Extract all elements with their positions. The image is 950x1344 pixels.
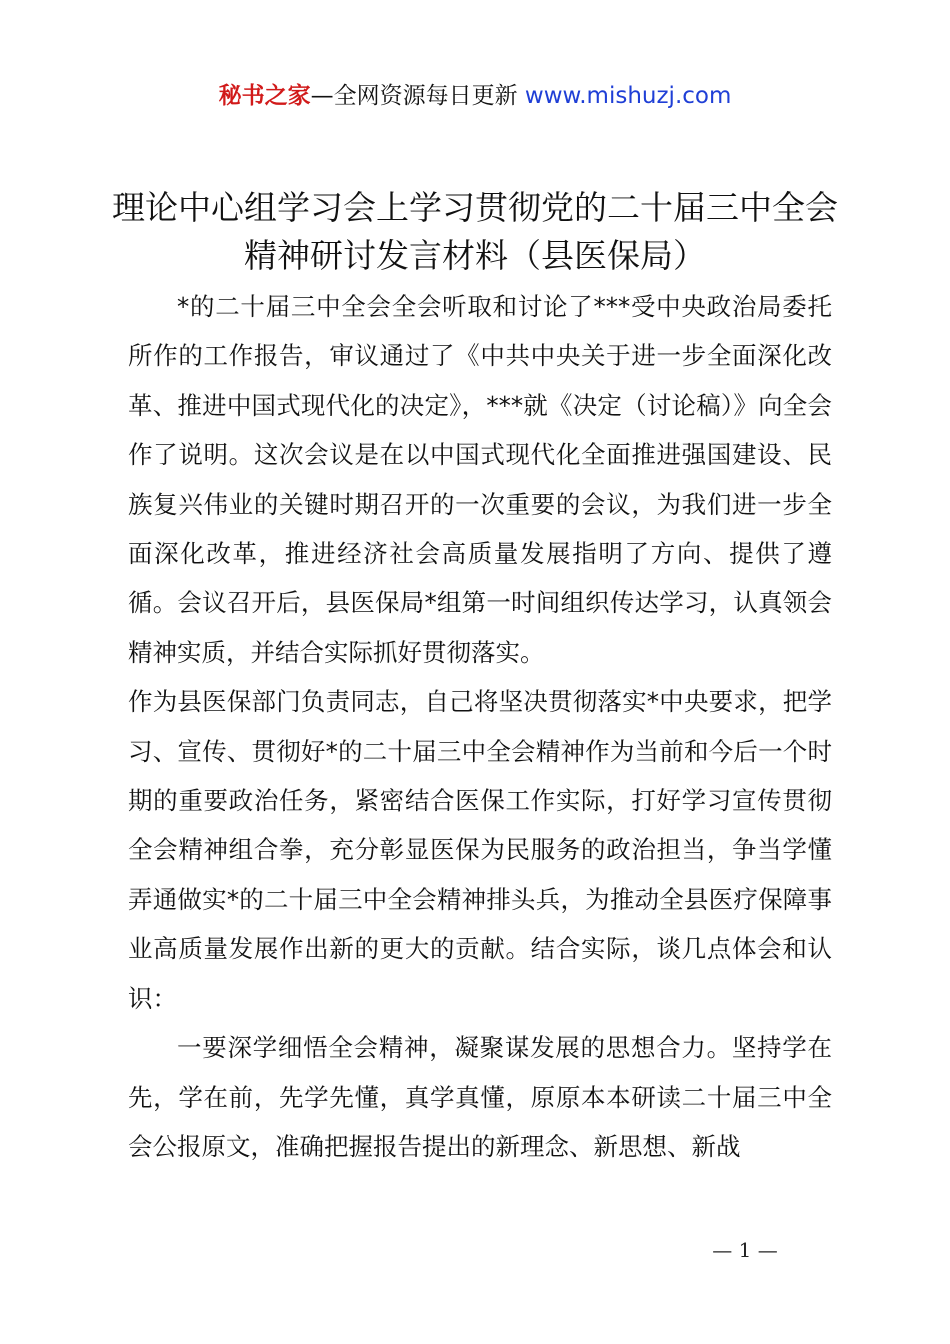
page-number: — 1 —: [712, 1238, 778, 1262]
header-tagline: —全网资源每日更新: [310, 83, 525, 109]
paragraph-commitment: 作为县医保部门负责同志，自己将坚决贯彻落实*中央要求，把学习、宣传、贯彻好*的二十届三中全会精神作为当前和今后一个时期的重要政治任务，紧密结合医保工作实际，打好学习宣传贯彻全会精神组合拳，充分彰显医保为民服务的政治担当，争当学懂弄通做实*的二十届三中全会精神排头兵，为推动全县医疗保障事业高质量发展作出新的更大的贡献。结合实际，谈几点体会和认识：: [128, 687, 832, 1013]
paragraph-intro: *的二十届三中全会全会听取和讨论了***受中央政治局委托所作的工作报告，审议通过了《中共中央关于进一步全面深化改革、推进中国式现代化的决定》，***就《决定（讨论稿）》向全会作了说明。这次会议是在以中国式现代化全面推进强国建设、民族复兴伟业的关键时期召开的一次重要的会议，为我们进一步全面深化改革，推进经济社会高质量发展指明了方向、提供了遵循。会议召开后，县医保局*组第一时间组织传达学习，认真领会精神实质，并结合实际抓好贯彻落实。: [128, 292, 832, 667]
paragraph-point-one: 一要深学细悟全会精神，凝聚谋发展的思想合力。坚持学在先，学在前，先学先懂，真学真懂，原原本本研读二十届三中全会公报原文，准确把握报告提出的新理念、新思想、新战: [128, 1033, 832, 1161]
site-url-link[interactable]: www.mishuzj.com: [524, 83, 732, 109]
site-header: [0, 80, 950, 112]
brand-name: 秘书之家: [218, 83, 311, 109]
document-title: 理论中心组学习会上学习贯彻党的二十届三中全会精神研讨发言材料（县医保局）: [112, 188, 838, 275]
document-body: [128, 282, 832, 1171]
